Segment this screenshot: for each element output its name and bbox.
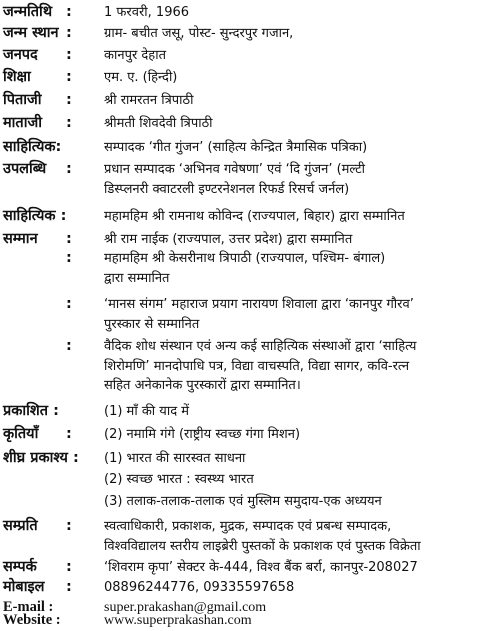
value-line: एम. ए. (हिन्दी) xyxy=(104,70,178,85)
field-value xyxy=(104,114,478,134)
field-separator: : xyxy=(66,518,72,534)
value-line: 1 फरवरी, 1966 xyxy=(104,5,190,20)
field-value xyxy=(104,470,478,490)
field-label: उपलब्धि xyxy=(3,161,47,177)
value-line: डिस्प्लनरी क्वाटरली इण्टरनेशनल रिफर्ड रिसर्च जर्नल) xyxy=(104,181,350,197)
field-label: E-mail : xyxy=(3,599,54,615)
field-label: शिक्षा xyxy=(3,69,31,85)
field-separator: : xyxy=(66,25,72,41)
field-value xyxy=(104,611,478,631)
field-label: कृतियाँ xyxy=(3,426,39,442)
field-label: जन्म स्थान xyxy=(3,25,59,41)
field-separator: : xyxy=(66,296,72,312)
field-value xyxy=(104,138,478,158)
field-label: माताजी xyxy=(3,115,42,131)
field-value xyxy=(104,24,478,44)
value-line: (1) माँ की याद में xyxy=(104,404,190,419)
field-separator: : xyxy=(66,161,72,177)
value-line: (3) तलाक-तलाक-तलाक एवं मुस्लिम समुदाय-एक अध्ययन xyxy=(104,494,382,509)
field-value xyxy=(104,68,478,88)
field-value xyxy=(104,207,478,227)
value-line: ‘शिवराम कृपा’ सेक्टर के-444, विश्व बैंक बर्रा, कानपुर-208027 xyxy=(104,560,418,575)
field-separator: : xyxy=(66,69,72,85)
field-separator: : xyxy=(66,4,72,20)
field-label: जन्मतिथि xyxy=(3,4,53,20)
field-label: साहित्यिक: xyxy=(3,139,62,155)
value-line: कानपुर देहात xyxy=(104,48,166,63)
value-line: (2) नमामि गंगे (राष्ट्रीय स्वच्छ गंगा मिशन) xyxy=(104,427,301,442)
value-line: शिरोमणि’ मानदोपाधि पत्र, विद्या वाचस्पति, विद्या सागर, कवि-रत्न xyxy=(104,358,410,374)
field-separator: : xyxy=(66,559,72,575)
field-separator: : xyxy=(66,92,72,108)
field-label: प्रकाशित : xyxy=(3,403,59,419)
field-separator: : xyxy=(66,426,72,442)
value-line: महामहिम श्री रामनाथ कोविन्द (राज्यपाल, बिहार) द्वारा सम्मानित xyxy=(104,209,405,224)
field-separator: : xyxy=(66,250,72,266)
value-line: ग्राम- बचीत जसू, पोस्ट- सुन्दरपुर गजान, xyxy=(104,26,294,41)
field-label: साहित्यिक : xyxy=(3,208,67,224)
field-label: सम्पर्क xyxy=(3,559,37,575)
field-separator: : xyxy=(66,115,72,131)
field-label: पिताजी xyxy=(3,92,42,108)
value-line: श्री राम नाईक (राज्यपाल, उत्तर प्रदेश) द्वारा सम्मानित xyxy=(104,232,353,247)
value-line: श्रीमती शिवदेवी त्रिपाठी xyxy=(104,116,213,131)
field-separator: : xyxy=(66,338,72,354)
field-value xyxy=(104,558,478,578)
field-value xyxy=(104,91,478,111)
value-line: 08896244776, 09335597658 xyxy=(104,580,295,595)
field-value xyxy=(104,517,478,556)
value-line: द्वारा सम्मानित xyxy=(104,270,170,286)
value-line: पुरस्कार से सम्मानित xyxy=(104,316,200,332)
value-line: वैदिक शोध संस्थान एवं अन्य कई साहित्यिक संस्थाओं द्वारा ‘साहित्य xyxy=(104,339,417,354)
value-line: सम्पादक ‘गीत गुंजन’ (साहित्य केन्द्रित त्रैमासिक पत्रिका) xyxy=(104,140,368,155)
value-line: (2) स्वच्छ भारत : स्वस्थ्य भारत xyxy=(104,472,254,487)
value-line: प्रधान सम्पादक ‘अभिनव गवेषणा’ एवं ‘दि गुंजन’ (मल्टी xyxy=(104,162,366,177)
field-value xyxy=(104,492,478,512)
field-value xyxy=(104,295,478,334)
field-value xyxy=(104,3,478,23)
value-line: श्री रामरतन त्रिपाठी xyxy=(104,93,194,108)
value-line: ‘मानस संगम’ महाराज प्रयाग नारायण शिवाला द्वारा ‘कानपुर गौरव’ xyxy=(104,297,414,312)
field-value xyxy=(104,230,478,250)
field-value xyxy=(104,46,478,66)
field-label: जनपद xyxy=(3,47,38,63)
field-separator: : xyxy=(66,47,72,63)
field-label: सम्प्रति xyxy=(3,518,38,534)
field-value xyxy=(104,578,478,598)
value-line: महामहिम श्री केसरीनाथ त्रिपाठी (राज्यपाल, पश्चिम- बंगाल) xyxy=(104,251,386,266)
field-value xyxy=(104,449,478,469)
field-label: Website : xyxy=(3,612,61,628)
field-separator: : xyxy=(66,231,72,247)
field-label: सम्मान xyxy=(3,231,38,247)
field-label: मोबाइल xyxy=(3,579,45,595)
field-value xyxy=(104,249,478,288)
field-value xyxy=(104,425,478,445)
value-line: स्वत्वाधिकारी, प्रकाशक, मुद्रक, सम्पादक एवं प्रबन्ध सम्पादक, xyxy=(104,519,392,534)
field-label: शीघ्र प्रकाश्य : xyxy=(3,450,79,466)
value-line: सहित अनेकानेक पुरस्कारों द्वारा सम्मानित। xyxy=(104,378,301,393)
website-link[interactable]: www.superprakashan.com xyxy=(104,613,252,628)
field-value xyxy=(104,160,478,199)
field-separator: : xyxy=(66,579,72,595)
value-line: विश्वविद्यालय स्तरीय लाइब्रेरी पुस्तकों के प्रकाशक एवं पुस्तक विक्रेता xyxy=(104,538,421,554)
email-link[interactable]: super.prakashan@gmail.com xyxy=(104,600,267,615)
value-line: (1) भारत की सारस्वत साधना xyxy=(104,451,246,466)
field-value xyxy=(104,402,478,422)
field-value xyxy=(104,337,478,396)
